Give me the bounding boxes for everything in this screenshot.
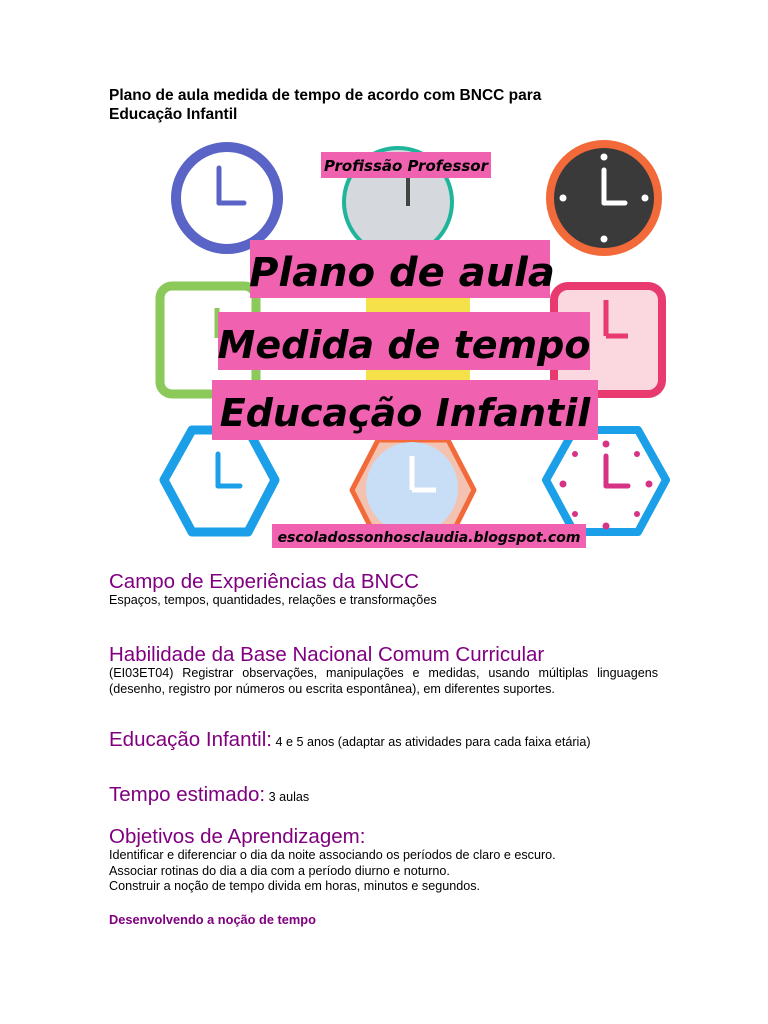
banner-image bbox=[140, 140, 675, 552]
objetivos-section bbox=[109, 826, 658, 895]
blue-clock-icon bbox=[176, 147, 278, 249]
campo-text: Espaços, tempos, quantidades, relações e transformações bbox=[109, 593, 437, 607]
website-label: escoladossonhosclaudia.blogspot.com bbox=[277, 530, 581, 546]
habilidade-section bbox=[109, 644, 658, 697]
objetivos-list bbox=[109, 848, 658, 895]
habilidade-heading: Habilidade da Base Nacional Comum Curricular bbox=[109, 643, 545, 666]
objetivo-item: Associar rotinas do dia a dia com a período diurno e noturno. bbox=[109, 863, 450, 878]
habilidade-text: (EI03ET04) Registrar observações, manipulações e medidas, usando múltiplas linguagens (desenho, registro por números ou escrita espontânea), em diferentes suportes. bbox=[109, 666, 658, 696]
tempo-text: 3 aulas bbox=[268, 790, 310, 804]
subheading: Desenvolvendo a noção de tempo bbox=[109, 912, 316, 927]
campo-section bbox=[109, 571, 658, 609]
banner-line-3: Educação Infantil bbox=[219, 391, 591, 435]
educacao-text: 4 e 5 anos (adaptar as atividades para cada faixa etária) bbox=[275, 735, 591, 749]
tempo-heading: Tempo estimado: bbox=[109, 783, 266, 806]
brand-label: Profissão Professor bbox=[323, 157, 489, 175]
banner-line-2: Medida de tempo bbox=[217, 323, 591, 367]
document-title bbox=[109, 86, 629, 124]
educacao-section bbox=[109, 728, 658, 751]
document-title-line-1: Plano de aula medida de tempo de acordo com BNCC para bbox=[109, 87, 542, 104]
orange-clock-icon bbox=[546, 140, 662, 256]
magenta-hexagon-clock-icon bbox=[546, 430, 666, 532]
educacao-paragraph bbox=[109, 728, 658, 751]
tempo-section bbox=[109, 783, 658, 806]
objetivos-heading: Objetivos de Aprendizagem: bbox=[109, 825, 366, 848]
educacao-heading: Educação Infantil: bbox=[109, 728, 272, 751]
document-title-line-2: Educação Infantil bbox=[109, 106, 238, 123]
cyan-hexagon-clock-icon bbox=[164, 430, 275, 532]
subheading-section bbox=[109, 911, 658, 929]
objetivo-item: Construir a noção de tempo divida em horas, minutos e segundos. bbox=[109, 879, 481, 893]
banner-line-1: Plano de aula bbox=[249, 250, 555, 296]
tempo-paragraph bbox=[109, 783, 658, 806]
objetivo-item: Identificar e diferenciar o dia da noite associando os períodos de claro e escuro. bbox=[109, 848, 556, 862]
campo-heading: Campo de Experiências da BNCC bbox=[109, 570, 419, 593]
